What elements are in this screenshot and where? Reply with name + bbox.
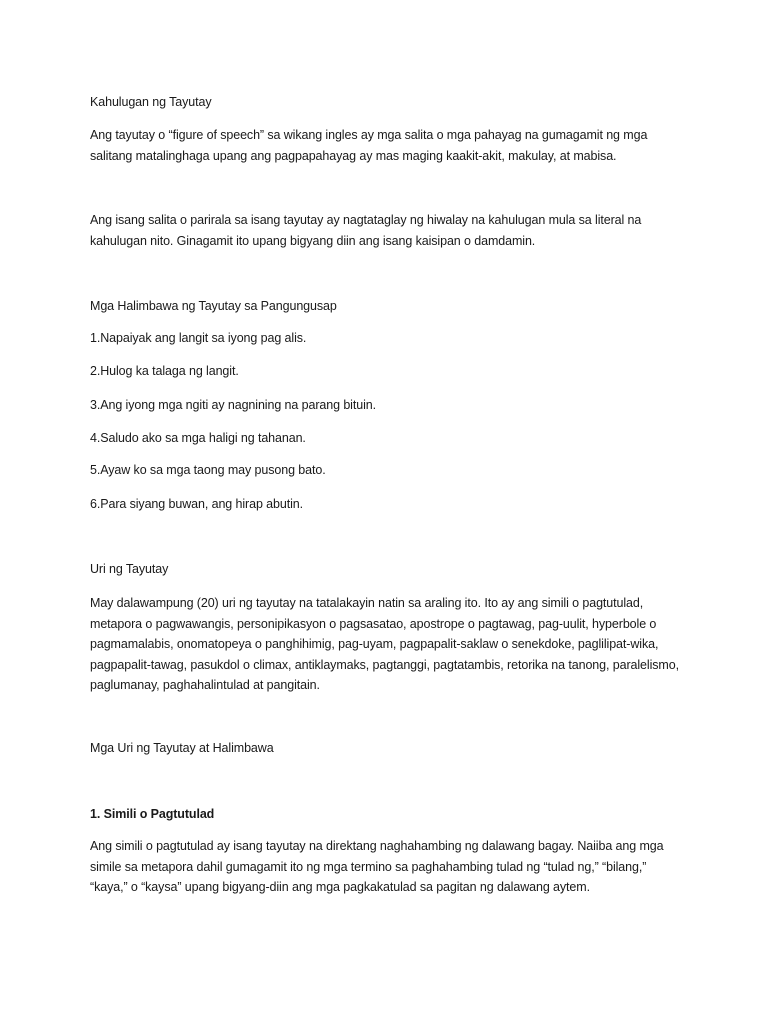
paragraph-simili: Ang simili o pagtutulad ay isang tayutay na direktang naghahambing ng dalawang bagay. Naiiba ang mga simile sa metapora dahil gumagamit ito ng mga termino sa paghahambing tulad ng “tulad ng,” “bilang,” “kaya,” o “kaysa” upang bigyang-diin ang mga pagkakatulad sa pagitan ng dalawang aytem. — [90, 839, 664, 894]
example-item: 1.Napaiyak ang langit sa iyong pag alis. — [90, 331, 307, 345]
heading-simili: 1. Simili o Pagtutulad — [90, 807, 215, 821]
example-item: 5.Ayaw ko sa mga taong may pusong bato. — [90, 463, 326, 477]
example-item: 6.Para siyang buwan, ang hirap abutin. — [90, 497, 304, 511]
paragraph-kahulugan-2: Ang isang salita o parirala sa isang tayutay ay nagtataglay ng hiwalay na kahulugan mula sa literal na kahulugan nito. Ginagamit ito upang bigyang diin ang isang kaisipan o damdamin. — [90, 213, 642, 248]
heading-uri: Uri ng Tayutay — [90, 562, 169, 576]
heading-mga-uri: Mga Uri ng Tayutay at Halimbawa — [90, 741, 274, 755]
example-item: 3.Ang iyong mga ngiti ay nagnining na parang bituin. — [90, 398, 376, 412]
example-item: 2.Hulog ka talaga ng langit. — [90, 364, 239, 378]
paragraph-kahulugan-1: Ang tayutay o “figure of speech” sa wikang ingles ay mga salita o mga pahayag na gumagamit ng mga salitang matalinghaga upang ang pagpapahayag ay mas maging kaakit-akit, makulay, at mabisa. — [90, 128, 648, 163]
heading-halimbawa: Mga Halimbawa ng Tayutay sa Pangungusap — [90, 299, 337, 313]
heading-kahulugan: Kahulugan ng Tayutay — [90, 95, 212, 109]
paragraph-uri: May dalawampung (20) uri ng tayutay na tatalakayin natin sa araling ito. Ito ay ang simili o pagtutulad, metapora o pagwawangis, personipikasyon o pagsasatao, apostrope o pagtawag, pag-uulit, hyperbole o pagmamalabis, onomatopeya o panghihimig, pag-uyam, pagpapalit-saklaw o senekdoke, paglilipat-wika, pagpapalit-tawag, pasukdol o climax, antiklaymaks, pagtanggi, pagtatambis, retorika na tanong, paralelismo, paglumanay, paghahalintulad at pangitain. — [90, 596, 679, 692]
example-item: 4.Saludo ako sa mga haligi ng tahanan. — [90, 431, 306, 445]
